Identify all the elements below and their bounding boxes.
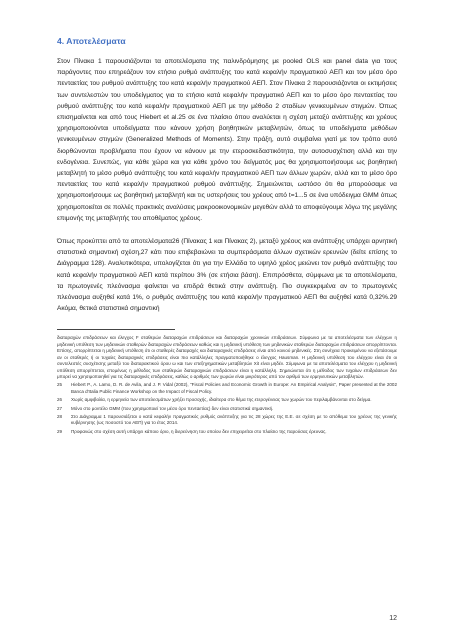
- footnote-text: Προφανώς στο σχέση αυτή υπάρχει κάποιο όριο, η διερεύνηση του οποίου δεν επιχειρείται στο πλαίσιο της παρούσας έρευνας.: [71, 428, 327, 434]
- footnote-text: Hiebert P., A. Lamo, D. R. de Avila, and J. P. Vidal (2002), "Fiscal Policies and Economic Growth in Europe: An Empirical Analysis", Paper presented at the 2002 Banca d'Italia Public Finance Workshop on the Impact of Fiscal Policy.: [71, 382, 397, 394]
- footnote-number: 26: [57, 397, 63, 403]
- page-number: 12: [389, 615, 397, 622]
- footnote-number: 28: [57, 413, 63, 419]
- footnote: [57, 397, 397, 403]
- body-paragraph-1: Στον Πίνακα 1 παρουσιάζονται τα αποτελέσματα της παλινδρόμησης με pooled OLS και panel data για τους παράγοντες που επηρεάζουν τον ετήσιο ρυθμό ανάπτυξης του κατά κεφαλήν πραγματικού ΑΕΠ και τον μέσο όρο πενταετίας του ρυθμού ανάπτυξης του κατά κεφαλήν πραγματικού ΑΕΠ. Στον Πίνακα 2 παρουσιάζονται οι εκτιμήσεις των συντελεστών του υποδείγματος για το ετήσιο κατά κεφαλήν πραγματικό ΑΕΠ και το μέσο όρο πενταετίας του ρυθμού ανάπτυξης του κατά κεφαλήν πραγματικού ΑΕΠ με την μέθοδο 2 σταδίων γενικευμένων στιγμών. Όπως επισημαίνεται και από τους Hiebert et al.25 σε ένα πλαίσιο όπου αναλύεται η σχέση μεταξύ ανάπτυξης και χρέους χρησιμοποιούνται υποδείγματα που κάνουν χρήση βοηθητικών μεταβλητών, όπως τα υποδείγματα μεθόδων γενικευμένων στιγμών (Generalized Methods of Moments). Στην πράξη, αυτό συμβαίνει γιατί με τον τρόπο αυτό διορθώνονται προβλήματα που έχουν να κάνουν με την ετεροσκεδαστικότητα, την αυτοσυσχέτιση αλλά και την ενδογένεια. Συνεπώς, για κάθε χώρα και για κάθε χρόνο του δείγματός μας θα χρησιμοποιήσουμε ως βοηθητική μεταβλητή το μέσο ρυθμό ανάπτυξης του κατά κεφαλήν πραγματικού ΑΕΠ των άλλων χωρών, αλλά και το μέσο όρο πενταετίας του κατά κεφαλήν πραγματικού ρυθμού ανάπτυξης. Σημειώνεται, ωστόσο ότι θα μπορούσαμε να χρησιμοποιήσουμε ως βοηθητική μεταβλητή και τις υστερήσεις του χρέους από t=1...5 σε ένα υπόδειγμα GMM όπως χρησιμοποιείται σε πολλές πρακτικές αναλύσεις μακροοικονομικών μεγεθών αλλά το αποφεύγουμε λόγω της μεγάλης επιμονής της μεταβλητής του αποθέματος χρέους.: [57, 58, 397, 222]
- footnote-number: 29: [57, 428, 63, 434]
- body-paragraph-2: Όπως προκύπτει από τα αποτελέσματα26 (Πίνακας 1 και Πίνακας 2), μεταξύ χρέους και ανάπτυξης υπάρχει αρνητική στατιστικά σημαντική σχέση,27 κάτι που επιβεβαιώνει τα συμπεράσματα άλλων σχετικών ερευνών (δείτε επίσης το Διάγραμμα 128). Αναλυτικότερα, υπολογίζεται ότι για την Ελλάδα το υψηλό χρέος μειώνει τον ρυθμό ανάπτυξης του κατά κεφαλήν πραγματικού ΑΕΠ κατά περίπου 3% (σε ετήσια βάση). Επιπρόσθετα, σύμφωνα με τα αποτελέσματα, τα πρωτογενές πλεόνασμα φαίνεται να επιδρά θετικά στην ανάπτυξη. Πιο συγκεκριμένα αν το πρωτογενές πλεόνασμα αυξηθεί κατά 1%, ο ρυθμός ανάπτυξης του κατά κεφαλήν πραγματικού ΑΕΠ θα αυξηθεί κατά 0,32%.29 Ακόμα, θετικά στατιστικά σημαντική: [57, 238, 397, 313]
- footnote: [57, 406, 397, 412]
- section-heading: 4. Αποτελέσματα: [57, 36, 126, 46]
- footnote: [57, 414, 397, 427]
- footnote-text: Χωρίς αμφιβολία, η ερμηνεία των αποτελεσμάτων χρήζει προσοχής, ιδιαίτερα στο θέμα της ετερογένειας των χωρών του περιλαμβάνονται στο δείγμα.: [71, 397, 372, 403]
- footnote-divider: [57, 329, 175, 330]
- footnote-number: 27: [57, 405, 63, 411]
- footnote: [57, 429, 397, 435]
- footnote: [57, 382, 397, 395]
- footnote-number: 25: [57, 382, 63, 388]
- footnote-continuation: διαταραχών επιδράσεων και έλεγχος F σταθερών διαταραχών επιδράσεων και διαταραχών χρονικών επιδράσεων. Σύμφωνα με τα αποτελέσματα των ελέγχων η μηδενική υπόθεση των μηδενικών σταθερών διαταραχών επιδράσεων καθώς και η μηδενική υπόθεση των μηδενικών σταθερών διαταραχών επιδράσεων απορρίπτονται. Επίσης, απορρίπτεται η μηδενική υπόθεση ότι οι σταθερές διαταραχές και διαταραχικές επιδράσεις είναι από κοινού μηδενικές. Στη συνέχεια προκειμένου να εξετάσουμε αν οι σταθερές ή οι τυχαίες διαταραχικές επιδράσεις είναι πιο κατάλληλες πραγματοποιήθηκε ο έλεγχος Hausman. Η μηδενική υπόθεση του ελέγχου είναι ότι οι συντελεστές συσχέτισης μεταξύ του διαταρακτικού όρου ω και των επεξηγηματικών μεταβλητών Xit είναι μηδέν. Σύμφωνα με τα αποτελέσματα του ελέγχου η μηδενική υπόθεση απορρίπτεται, επομένως η μέθοδος των σταθερών διαταραχικών επιδράσεων είναι η κατάλληλη. Σημειώνεται ότι η μέθοδος των τυχαίων επιδράσεων δεν μπορεί να χρησιμοποιηθεί για τις διαταραχικές επιδράσεις, καθώς ο αριθμός των χωρών είναι μικρότερος από τον αριθμό των ερμηνευτικών μεταβλητών.: [57, 335, 397, 379]
- footnote-text: Στο Διάγραμμα 1 παρουσιάζεται ο κατά κεφαλήν πραγματικός ρυθμός ανάπτυξης για τις 28 χώρες της Ε.Ε. σε σχέση με το απόθεμα του χρέους της γενικής κυβέρνησης (ως ποσοστό του ΑΕΠ) για το έτος 2014.: [71, 413, 397, 426]
- footnote-text: Μόνο στο μοντέλο GMM (που χρησιμοποιεί τον μέσο όρο πενταετίας) δεν είναι στατιστικά σημαντική.: [71, 405, 274, 411]
- page-content: [57, 36, 397, 435]
